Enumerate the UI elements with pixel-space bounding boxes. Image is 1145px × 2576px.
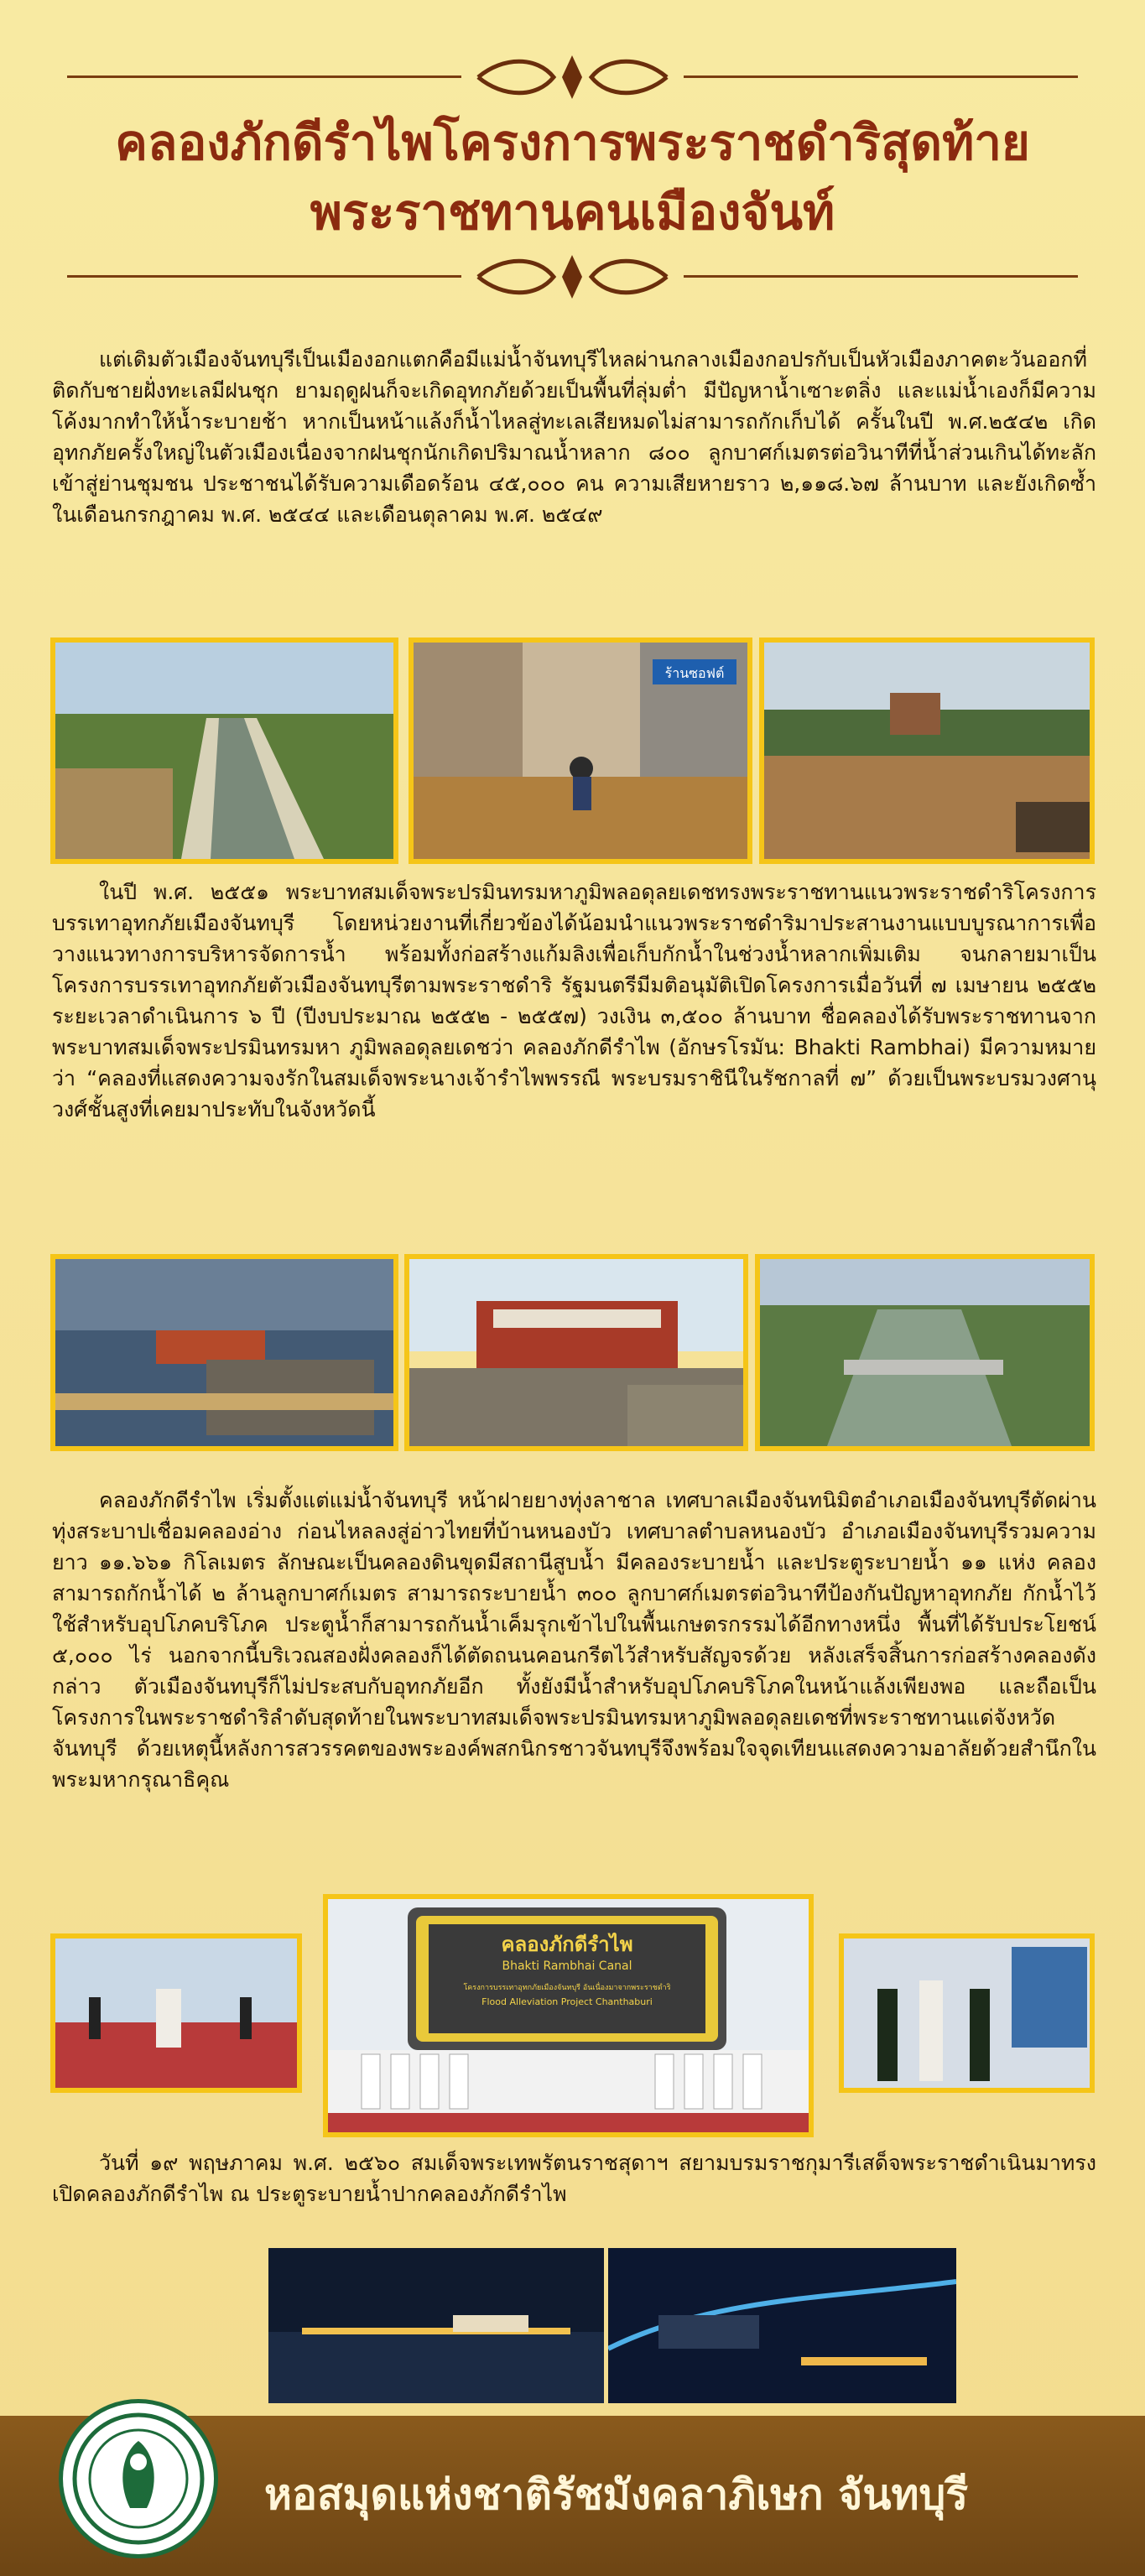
paragraph-opening: วันที่ ๑๙ พฤษภาคม พ.ศ. ๒๕๖๐ สมเด็จพระเทพรัตนราชสุดาฯ สยามบรมราชกุมารีเสด็จพระราชดำเนินมาทรงเปิดคลองภักดีรำไพ ณ ประตูระบายน้ำปากคลองภักดีรำไพ <box>52 2151 1096 2206</box>
photo-canal-aerial <box>50 637 398 864</box>
paragraph-canal-details: คลองภักดีรำไพ เริ่มตั้งแต่แม่น้ำจันทบุรี หน้าฝายยางทุ่งลาชาล เทศบาลเมืองจันทนิมิตอำเภอเมืองจันทบุรีตัดผ่านทุ่งสระบาปเชื่อมคลองอ่าง ก่อนไหลลงสู่อ่าวไทยที่บ้านหนองบัว เทศบาลตำบลหนองบัว อำเภอเมืองจันทบุรีรวมความยาว ๑๑.๖๖๑ กิโลเมตร ลักษณะเป็นคลองดินขุดมีสถานีสูบน้ำ มีคลองระบายน้ำ และประตูระบายน้ำ ๑๑ แห่ง คลองสามารถกักน้ำได้ ๒ ล้านลูกบาศก์เมตร สามารถระบายน้ำ ๓๐๐ ลูกบาศก์เมตรต่อวินาทีป้องกันปัญหาอุทกภัย กักน้ำไว้ใช้สำหรับอุปโภคบริโภค ประตูน้ำก็สามารถกันน้ำเค็มรุกเข้าไปในพื้นเกษตรกรรมได้อีกทางหนึ่ง พื้นที่ได้รับประโยชน์ ๕,๐๐๐ ไร่ นอกจากนี้บริเวณสองฝั่งคลองก็ได้ตัดถนนคอนกรีตไว้สำหรับสัญจรด้วย หลังเสร็จสิ้นการก่อสร้างคลองดังกล่าว ตัวเมืองจันทบุรีก็ไม่ประสบกับอุทกภัยอีก ทั้งยังมีน้ำสำหรับอุปโภคบริโภคในหน้าแล้งเพียงพอ และถือเป็นโครงการในพระราชดำริลำดับสุดท้ายในพระบาทสมเด็จพระปรมินทรมหาภูมิพลอดุลยเดชที่พระราชทานแด่จังหวัดจันทบุรี ด้วยเหตุนี้หลังการสวรรคตของพระองค์พสกนิกรชาวจันทบุรีจึงพร้อมใจจุดเทียนแสดงความอาลัยด้วยสำนึกในพระมหากรุณาธิคุณ <box>52 1488 1096 1792</box>
photo-canal-night-right <box>608 2248 956 2403</box>
photo-flood-street <box>409 637 752 864</box>
flourish-icon <box>470 52 675 102</box>
title-line-1: คลองภักดีรำไพโครงการพระราชดำริสุดท้าย <box>115 114 1030 171</box>
paragraph-history: แต่เดิมตัวเมืองจันทบุรีเป็นเมืองอกแตกคือมีแม่น้ำจันทบุรีไหลผ่านกลางเมืองกอปรกับเป็นหัวเมืองภาคตะวันออกที่ติดกับชายฝั่งทะเลมีฝนชุก ยามฤดูฝนก็จะเกิดอุทกภัยด้วยเป็นพื้นที่ลุ่มต่ำ มีปัญหาน้ำเซาะตลิ่ง และแม่น้ำเองก็มีความโค้งมากทำให้น้ำระบายช้า หากเป็นหน้าแล้งก็น้ำไหลสู่ทะเลเสียหมดไม่สามารถกักเก็บได้ ครั้นในปี พ.ศ.๒๕๔๒ เกิดอุทกภัยครั้งใหญ่ในตัวเมืองเนื่องจากฝนชุกนักเกิดปริมาณน้ำหลาก ๘๐๐ ลูกบาศก์เมตรต่อวินาทีที่น้ำส่วนเกินได้ทะลักเข้าสู่ย่านชุมชน ประชาชนได้รับความเดือดร้อน ๔๕,๐๐๐ คน ความเสียหายราว ๒,๑๑๘.๖๗ ล้านบาท และยังเกิดซ้ำในเดือนกรกฎาคม พ.ศ. ๒๕๔๔ และเดือนตุลาคม พ.ศ. ๒๕๔๙ <box>52 347 1096 527</box>
canal-sign-english: Bhakti Rambhai Canal <box>502 1959 632 1973</box>
ornament-line-left <box>67 275 461 278</box>
top-ornament <box>67 52 1078 102</box>
photo-flood-town <box>759 637 1095 864</box>
photo-ceremony-right <box>839 1933 1095 2093</box>
footer-library-name: หอสมุดแห่งชาติรัชมังคลาภิเษก จันทบุรี <box>264 2470 969 2519</box>
project-sign-english: Flood Alleviation Project Chanthaburi <box>481 1996 653 2007</box>
shop-sign-text: ร้านซอฟต์ <box>664 665 725 681</box>
photo-ceremony-left <box>50 1933 302 2093</box>
canal-sign-thai: คลองภักดีรำไพ <box>501 1933 633 1956</box>
ornament-line-right <box>684 275 1078 278</box>
ornament-line-right <box>684 75 1078 78</box>
project-sign-thai: โครงการบรรเทาอุทกภัยเมืองจันทบุรี อันเนื่องมาจากพระราชดำริ <box>463 1984 671 1992</box>
flourish-icon <box>470 252 675 302</box>
title-ornament <box>67 252 1078 302</box>
photo-canal-gates-aerial <box>755 1254 1095 1451</box>
title-line-2: พระราชทานคนเมืองจันท์ <box>310 184 835 241</box>
photo-sluice-gate <box>404 1254 748 1451</box>
photo-canal-sign-ceremony <box>323 1894 814 2137</box>
photo-pumping-station <box>50 1254 398 1451</box>
ornament-line-left <box>67 75 461 78</box>
photo-canal-night-left <box>268 2248 604 2403</box>
paragraph-royal-initiative: ในปี พ.ศ. ๒๕๕๑ พระบาทสมเด็จพระปรมินทรมหาภูมิพลอดุลยเดชทรงพระราชทานแนวพระราชดำริโครงการบรรเทาอุทกภัยเมืองจันทบุรี โดยหน่วยงานที่เกี่ยวข้องได้น้อมนำแนวพระราชดำริมาประสานงานแบบบูรณาการเพื่อวางแนวทางการบริหารจัดการน้ำ พร้อมทั้งก่อสร้างแก้มลิงเพื่อเก็บกักน้ำในช่วงน้ำหลากเพิ่มเติม จนกลายมาเป็นโครงการบรรเทาอุทกภัยตัวเมืองจันทบุรีตามพระราชดำริ รัฐมนตรีมีมติอนุมัติเปิดโครงการเมื่อวันที่ ๗ เมษายน ๒๕๕๒ ระยะเวลาดำเนินการ ๖ ปี (ปีงบประมาณ ๒๕๕๒ - ๒๕๕๗) วงเงิน ๓,๕๐๐ ล้านบาท ชื่อคลองได้รับพระราชทานจากพระบาทสมเด็จพระปรมินทรมหา ภูมิพลอดุลยเดชว่า คลองภักดีรำไพ (อักษรโรมัน: Bhakti Rambhai) มีความหมายว่า “คลองที่แสดงความจงรักในสมเด็จพระนางเจ้ารำไพพรรณี พระบรมราชินีในรัชกาลที่ ๗” ด้วยเป็นพระบรมวงศานุวงศ์ชั้นสูงที่เคยมาประทับในจังหวัดนี้ <box>52 880 1096 1121</box>
library-seal-logo <box>59 2399 218 2558</box>
